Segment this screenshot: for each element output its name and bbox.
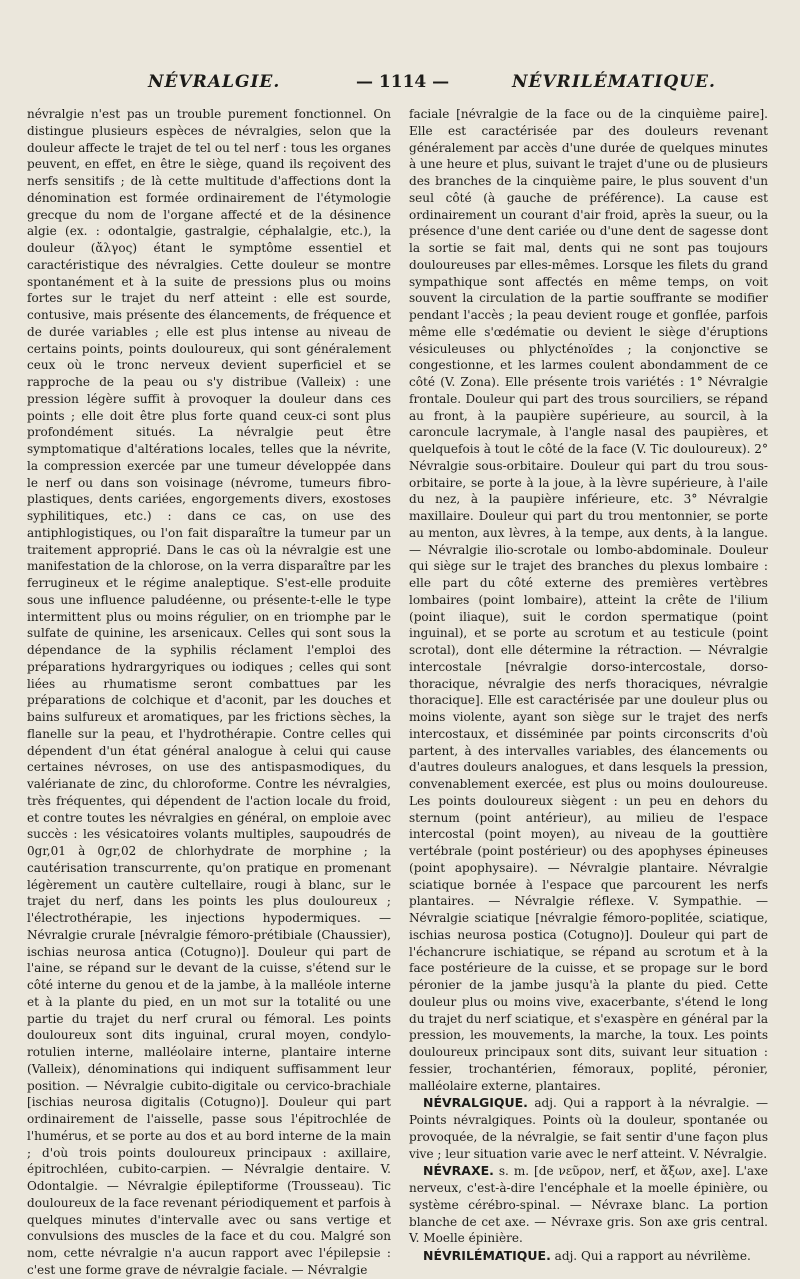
left-column-text: névralgie n'est pas un trouble purement fonctionnel. On distingue plusieurs espèces de névralgies, selon que la douleur affecte le trajet de tel ou tel nerf : tous les organes peuvent, en effet, en être le siège, quand ils reçoivent des nerfs sensitifs ; de là cette multitude d'affections dont la dénomination est formée ordinairement de l'étymologie grecque du nom de l'organe affecté et de la désinence algie (ex. : odontalgie, gastralgie, céphalalgie, etc.), la douleur (ἄλγος) étant le symptôme essentiel et caractéristique des névralgies. Cette douleur se montre spontanément et à la suite de pressions plus ou moins fortes sur le trajet du nerf atteint : elle est sourde, contusive, mais présente des élancements, de fréquence et de durée variables ; elle est plus intense au niveau de certains points, points douloureux, qui sont généralement ceux où le tronc nerveux devient superficiel et se rapproche de la peau ou s'y distribue (Valleix) : une pression légère suffit à provoquer la douleur dans ces points ; elle doit être plus forte quand ceux-ci sont plus profondément situés. La névralgie peut être symptomatique d'altérations locales, telles que la névrite, la compression exercée par une tumeur développée dans le nerf ou dans son voisinage (névrome, tumeurs fibro-plastiques, dents cariées, engorgements divers, exostoses syphilitiques, etc.) : dans ce cas, on use des antiphlogistiques, ou l'on fait disparaître la tumeur par un traitement approprié. Dans le cas où la névralgie est une manifestation de la chlorose, on la verra disparaître par les ferrugineux et le régime analeptique. S'est-elle produite sous une influence paludéenne, ou présente-t-elle le type intermittent plus ou moins régulier, on en triomphe par le sulfate de quinine, les arsenicaux. Celles qui sont sous la dépendance de la syphilis réclament l'emploi des préparations hydrargyriques ou iodiques ; celles qui sont liées au rhumatisme seront combattues par les préparations de colchique et d'aconit, par les douches et bains sulfureux et aromatiques, par les frictions sèches, la flanelle sur la peau, et l'hydrothérapie. Contre celles qui dépendent d'un état général analogue à celui qui cause certaines névroses, on use des antispasmodiques, du valérianate de zinc, du chloroforme. Contre les névralgies, très fréquentes, qui dépendent de l'action locale du froid, et contre toutes les névralgies en général, on emploie avec succès : les vésicatoires volants multiples, saupoudrés de 0gr,01 à 0gr,02 de chlorhydrate de morphine ; la cautérisation transcurrente, qu'on pratique en promenant légèrement un cautère cultellaire, rougi à blanc, sur le trajet du nerf, dans les points les plus douloureux ; l'électrothérapie, les injections hypodermiques. — Névralgie crurale [névralgie fémoro-prétibiale (Chaussier), ischias neurosa antica (Cotugno)]. Douleur qui part de l'aine, se répand sur le devant de la cuisse, s'étend sur le côté interne du genou et de la jambe, à la malléole interne et à la plante du pied, en un mot sur la totalité ou une partie du trajet du nerf crural ou fémoral. Les points douloureux sont dits inguinal, crural moyen, condylo-rotulien interne, malléolaire interne, plantaire interne (Valleix), dénominations qui indiquent suffisamment leur position. — Névralgie cubito-digitale ou cervico-brachiale [ischias neurosa digitalis (Cotugno)]. Douleur qui part ordinairement de l'aisselle, passe sous l'épitrochlée de l'humérus, et se porte au dos et au bord interne de la main ; d'où trois points douloureux principaux : axillaire, épitrochléen, cubito-carpien. — Névralgie dentaire. V. Odontalgie. — Névralgie épileptiforme (Trousseau). Tic douloureux de la face revenant périodiquement et parfois à quelques minutes d'intervalle avec ou sans vertige et convulsions des muscles de la face et du cou. Malgré son nom, cette névralgie n'a aucun rapport avec l'épilepsie : c'est une forme grave de névralgie faciale. — Névralgie (27, 107, 391, 1277)
entry-text: adj. Qui a rapport à la névralgie. — Points névralgiques. Points où la douleur, spontanée ou provoquée, de la névralgie, se fait sentir d'une façon plus vive ; leur situation varie avec le nerf atteint. V. Névralgie. (409, 1096, 768, 1161)
headword: NÉVRALGIQUE. (423, 1095, 528, 1111)
entry-nevrilematique (409, 1248, 768, 1265)
entry-nevraxe (409, 1163, 768, 1247)
page-number: — 1114 — (356, 72, 450, 92)
header-left-guideword: NÉVRALGIE. (148, 72, 281, 92)
left-column (27, 106, 391, 1279)
entry-text: adj. Qui a rapport au névrilème. (550, 1249, 751, 1263)
entry-nevralgique (409, 1095, 768, 1162)
entry-text: s. m. [de νεῦρον, nerf, et ἄξων, axe]. L'axe nerveux, c'est-à-dire l'encéphale et la moelle épinière, ou système cérébro-spinal. — Névraxe blanc. La portion blanche de cet axe. — Névraxe gris. Son axe gris central. V. Moelle épinière. (409, 1164, 768, 1246)
right-column-continuation: faciale [névralgie de la face ou de la cinquième paire]. Elle est caractérisée par des douleurs revenant généralement par accès d'une durée de quelques minutes à une heure et plus, suivant le trajet d'une ou de plusieurs des branches de la cinquième paire, le plus souvent d'un seul côté (à gauche de préférence). La cause est ordinairement un courant d'air froid, après la sueur, ou la présence d'une dent cariée ou d'une dent de sagesse dont la sortie se fait mal, dents qui ne sont pas toujours douloureuses par elles-mêmes. Lorsque les filets du grand sympathique sont affectés en même temps, on voit souvent la circulation de la partie souffrante se modifier pendant l'accès ; la peau devient rouge et gonflée, parfois même elle s'œdématie ou devient le siège d'éruptions vésiculeuses ou phlycténoïdes ; la conjonctive se congestionne, et les larmes coulent abondamment de ce côté (V. Zona). Elle présente trois variétés : 1° Névralgie frontale. Douleur qui part des trous sourciliers, se répand au front, à la paupière supérieure, au sourcil, à la caroncule lacrymale, à l'angle nasal des paupières, et quelquefois à tout le côté de la face (V. Tic douloureux). 2° Névralgie sous-orbitaire. Douleur qui part du trou sous-orbitaire, se porte à la joue, à la lèvre supérieure, à l'aile du nez, à la paupière inférieure, etc. 3° Névralgie maxillaire. Douleur qui part du trou mentonnier, se porte au menton, aux lèvres, à la tempe, aux dents, à la langue. — Névralgie ilio-scrotale ou lombo-abdominale. Douleur qui siège sur le trajet des branches du plexus lombaire : elle part du côté externe des premières vertèbres lombaires (point lombaire), atteint la crête de l'ilium (point iliaque), suit le cordon spermatique (point inguinal), et se porte au scrotum et au testicule (point scrotal), dont elle détermine la rétraction. — Névralgie intercostale [névralgie dorso-intercostale, dorso-thoracique, névralgie des nerfs thoraciques, névralgie thoracique]. Elle est caractérisée par une douleur plus ou moins violente, ayant son siège sur le trajet des nerfs intercostaux, et disséminée par points circonscrits d'où partent, à des intervalles variables, des élancements ou d'autres douleurs analogues, et dans lesquels la pression, convenablement exercée, est plus ou moins douloureuse. Les points douloureux siègent : un peu en dehors du sternum (point antérieur), au milieu de l'espace intercostal (point moyen), au niveau de la gouttière vertébrale (point postérieur) ou des apophyses épineuses (point apophysaire). — Névralgie plantaire. Névralgie sciatique bornée à l'espace que parcourent les nerfs plantaires. — Névralgie réflexe. V. Sympathie. — Névralgie sciatique [névralgie fémoro-poplitée, sciatique, ischias neurosa postica (Cotugno)]. Douleur qui part de l'échancrure ischiatique, se répand au scrotum et à la face postérieure de la cuisse, et se propage sur le bord péronier de la jambe jusqu'à la plante du pied. Cette douleur plus ou moins vive, exacerbante, s'étend le long du trajet du nerf sciatique, et s'exaspère en général par la pression, les mouvements, la marche, la toux. Les points douloureux principaux sont dits, suivant leur situation : fessier, trochantérien, fémoraux, poplité, péronier, malléolaire externe, plantaires. (409, 107, 768, 1093)
headword: NÉVRAXE. (423, 1163, 494, 1179)
running-header (0, 72, 800, 100)
header-right-guideword: NÉVRILÉMATIQUE. (512, 72, 716, 92)
headword: NÉVRILÉMATIQUE. (423, 1248, 551, 1263)
right-column (409, 106, 768, 1265)
